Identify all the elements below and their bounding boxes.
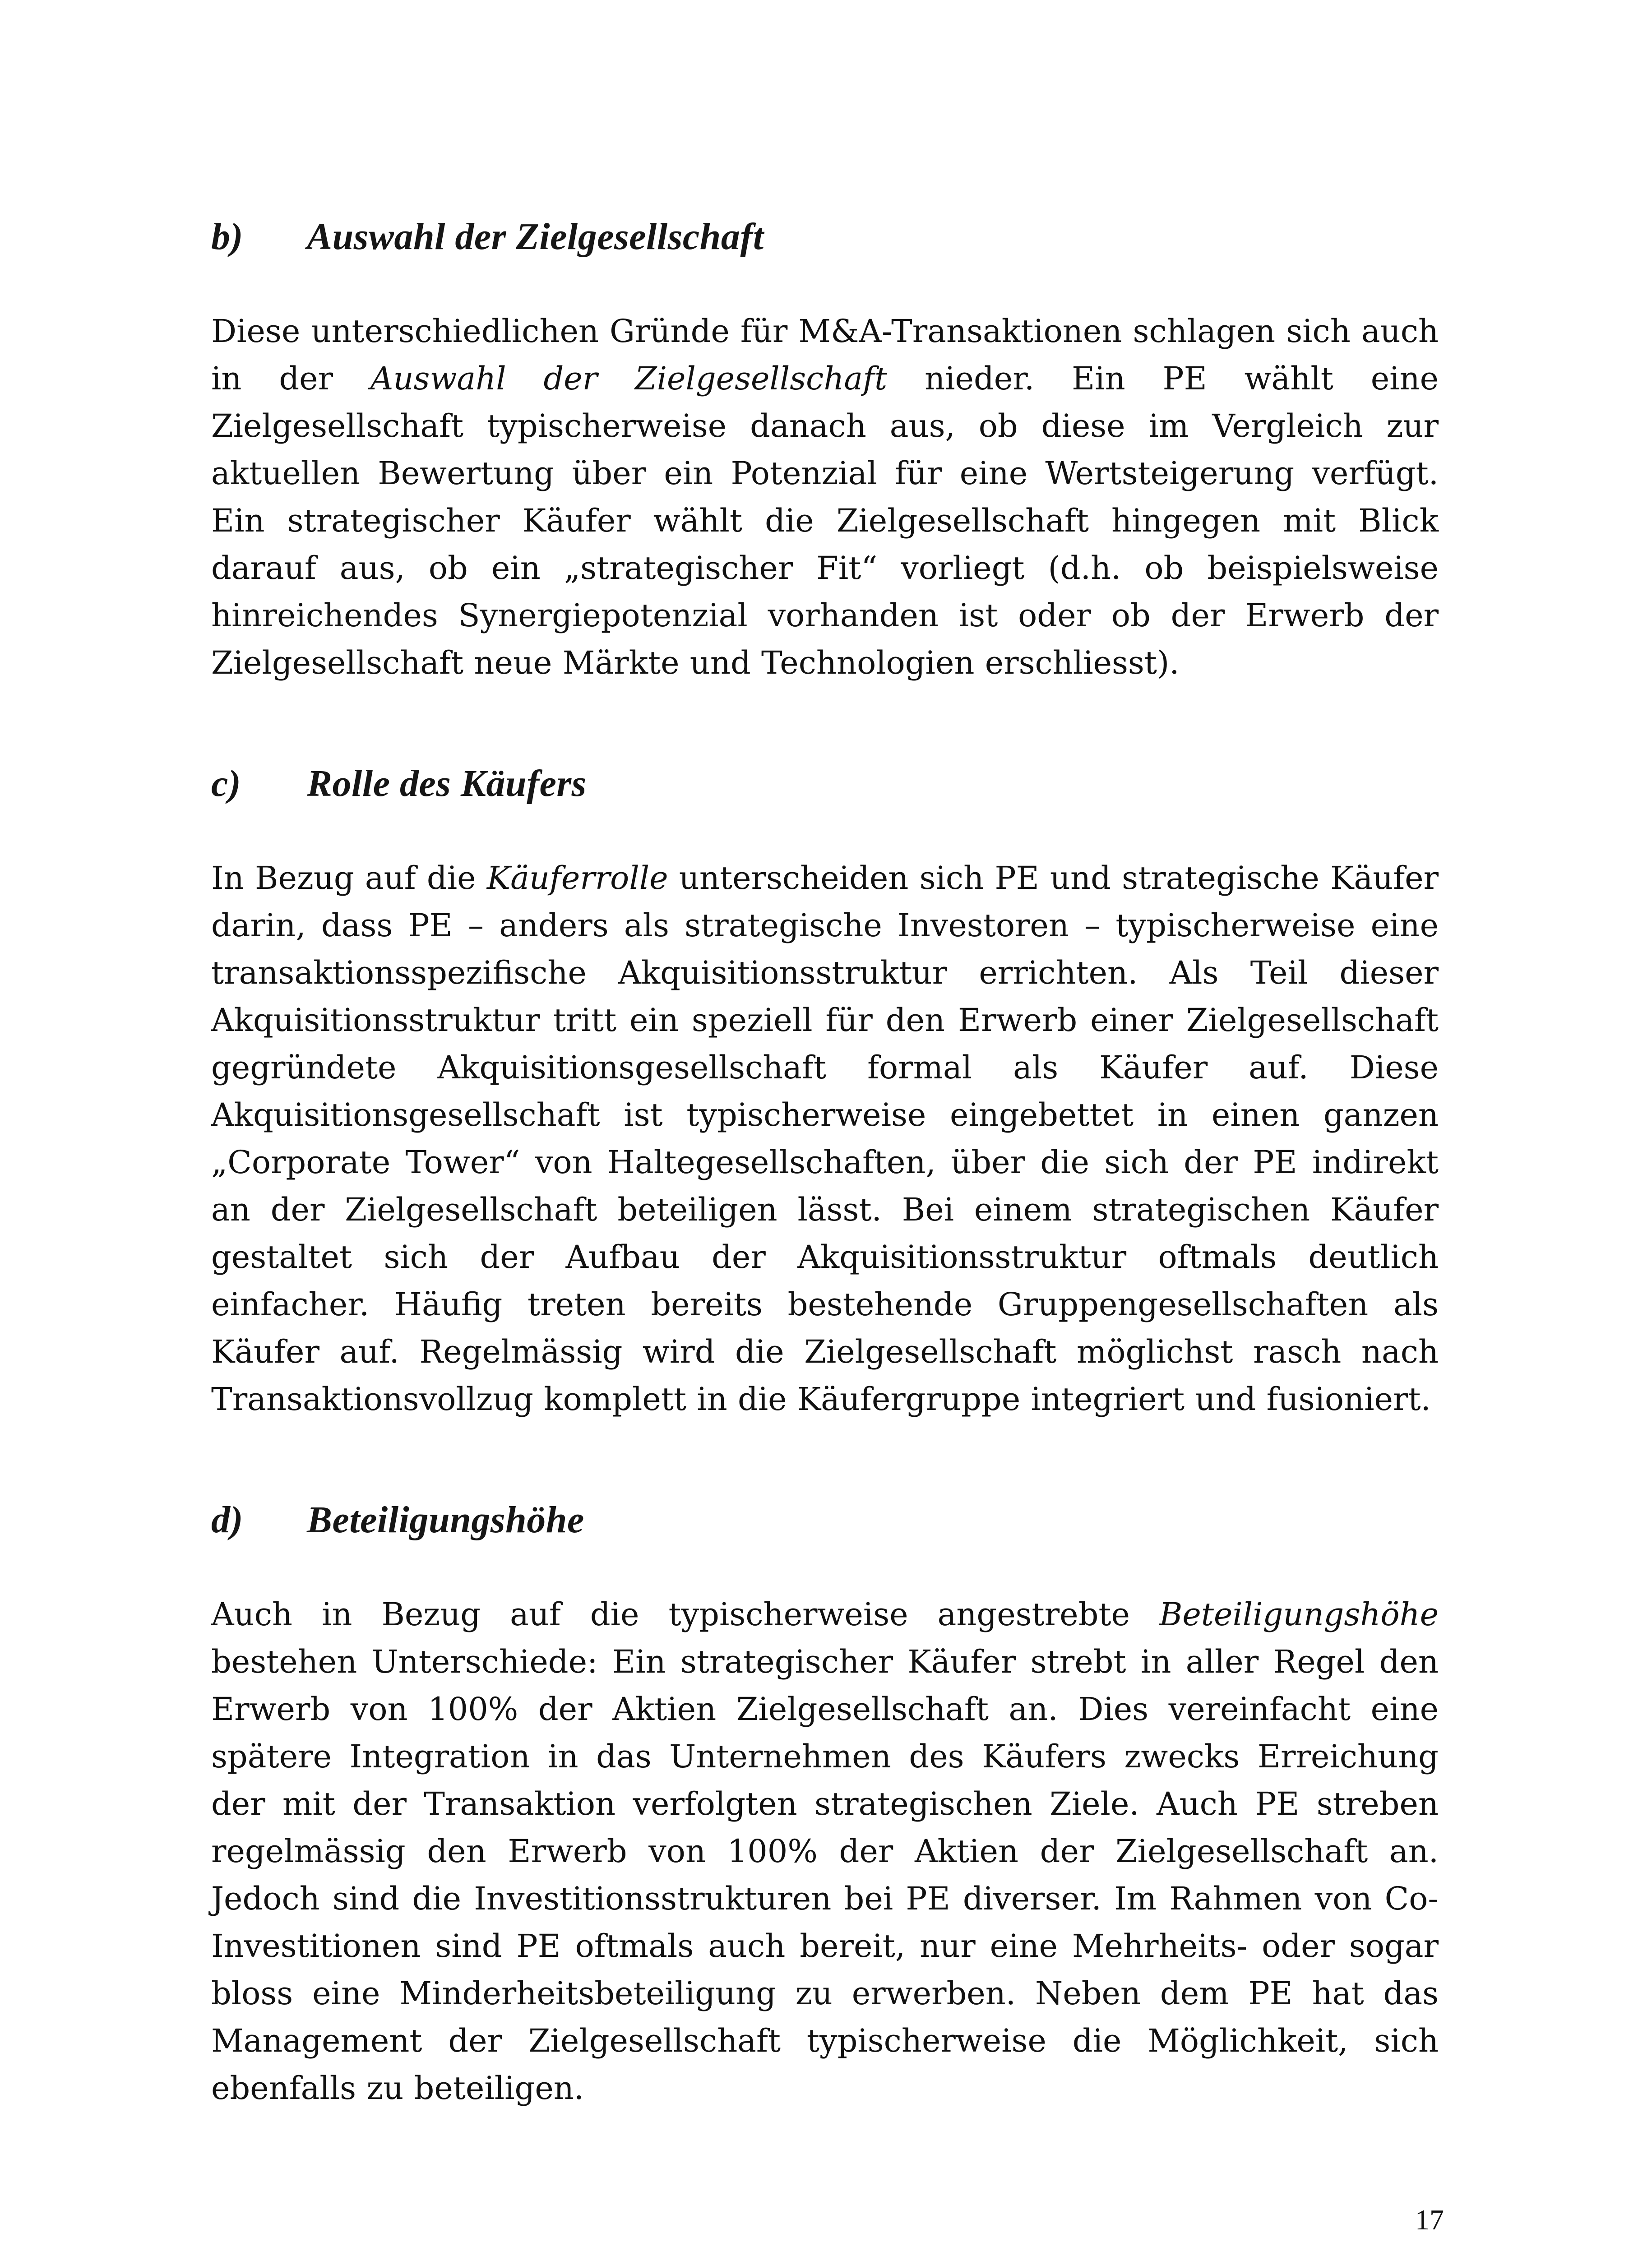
emphasized-term: Auswahl der Zielgesellschaft: [370, 360, 888, 397]
section-heading: [211, 212, 1439, 262]
section-b: [211, 212, 1439, 687]
section-title: Rolle des Käufers: [307, 763, 587, 804]
section-title: Auswahl der Zielgesellschaft: [307, 216, 764, 258]
page-content: [211, 212, 1439, 2184]
section-marker: b): [211, 216, 243, 258]
section-heading: [211, 1495, 1439, 1545]
emphasized-term: Käuferrolle: [486, 860, 668, 897]
section-heading: [211, 759, 1439, 809]
paragraph-text: In Bezug auf die: [211, 860, 487, 897]
emphasized-term: Beteiligungshöhe: [1159, 1596, 1439, 1633]
section-title: Beteiligungshöhe: [307, 1499, 584, 1541]
paragraph-text: bestehen Unterschiede: Ein strategischer Käufer strebt in aller Regel den Erwerb von 100% der Aktien Zielgesellschaft an. Dies vereinfacht eine spätere Integration in das Unternehmen des Käufers zwecks Erreichung der mit der Transaktion verfolgten strategischen Ziele. Auch PE streben regelmässig den Erwerb von 100% der Aktien der Zielgesellschaft an. Jedoch sind die Investitionsstrukturen bei PE diverser. Im Rahmen von Co-Investitionen sind PE oftmals auch bereit, nur eine Mehrheits- oder sogar bloss eine Minderheitsbeteiligung zu erwerben. Neben dem PE hat das Management der Zielgesellschaft typischerweise die Möglichkeit, sich ebenfalls zu beteiligen.: [211, 1643, 1439, 2107]
section-c: [211, 759, 1439, 1423]
section-paragraph: [211, 1591, 1439, 2112]
paragraph-text: nieder. Ein PE wählt eine Zielgesellschaft typischerweise danach aus, ob diese im Vergleich zur aktuellen Bewertung über ein Potenzial für eine Wertsteigerung verfügt. Ein strategischer Käufer wählt die Zielgesellschaft hingegen mit Blick darauf aus, ob ein „strategischer Fit“ vorliegt (d.h. ob beispielsweise hinreichendes Synergiepotenzial vorhanden ist oder ob der Erwerb der Zielgesellschaft neue Märkte und Technologien erschliesst).: [211, 360, 1439, 681]
page-number: 17: [1415, 2204, 1444, 2236]
section-paragraph: [211, 308, 1439, 687]
section-paragraph: [211, 855, 1439, 1423]
paragraph-text: unterscheiden sich PE und strategische Käufer darin, dass PE – anders als strategische Investoren – typischerweise eine transaktionsspezifische Akquisitionsstruktur errichten. Als Teil dieser Akquisitionsstruktur tritt ein speziell für den Erwerb einer Zielgesellschaft gegründete Akquisitionsgesellschaft formal als Käufer auf. Diese Akquisitionsgesellschaft ist typischerweise eingebettet in einen ganzen „Corporate Tower“ von Haltegesellschaften, über die sich der PE indirekt an der Zielgesellschaft beteiligen lässt. Bei einem strategischen Käufer gestaltet sich der Aufbau der Akquisitionsstruktur oftmals deutlich einfacher. Häufig treten bereits bestehende Gruppengesellschaften als Käufer auf. Regelmässig wird die Zielgesellschaft möglichst rasch nach Transaktionsvollzug komplett in die Käufergruppe integriert und fusioniert.: [211, 860, 1439, 1418]
section-d: [211, 1495, 1439, 2112]
paragraph-text: Diese unterschiedlichen Gründe für M&A-Transaktionen schlagen sich auch in der: [211, 313, 1439, 397]
section-marker: c): [211, 763, 241, 804]
paragraph-text: Auch in Bezug auf die typischerweise angestrebte: [211, 1596, 1159, 1633]
section-marker: d): [211, 1499, 243, 1541]
